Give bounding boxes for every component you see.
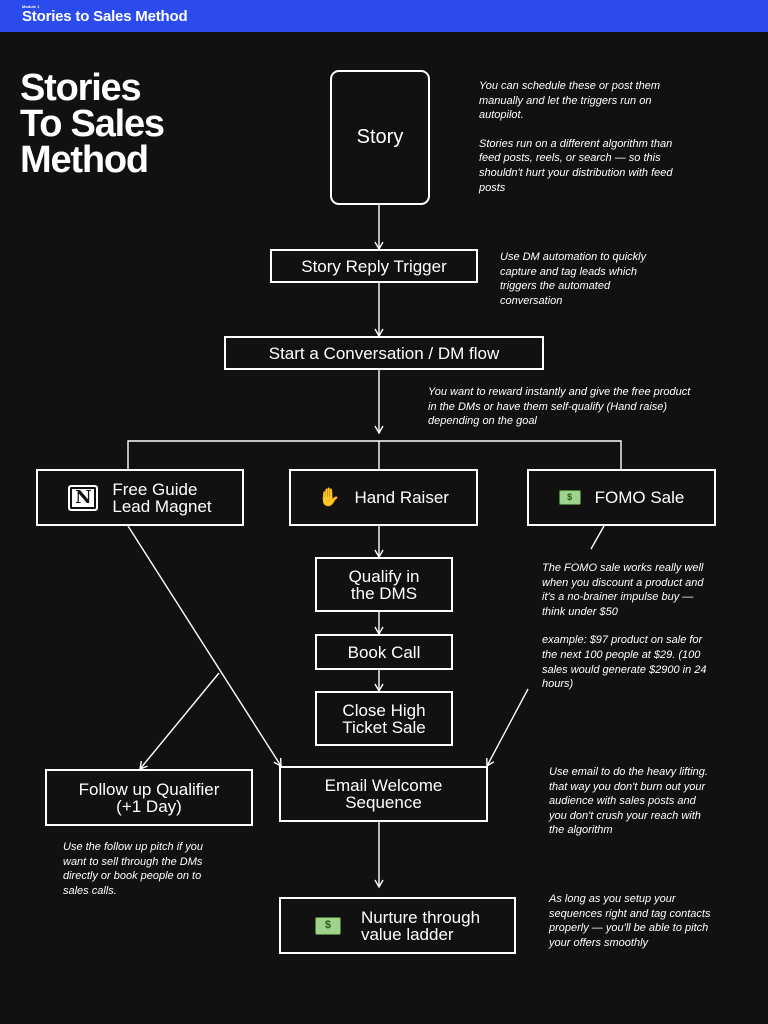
- note-fomo: [542, 561, 708, 692]
- follow-up-qualifier-label: [79, 781, 220, 815]
- page-title-line-2: To Sales: [20, 103, 164, 145]
- note-email-text: Use email to do the heavy lifting. that way you don't burn out your audience with sales posts and you don't crush your reach with the algorithm: [549, 766, 708, 837]
- note-email: [549, 765, 709, 838]
- connector-guide-email: [128, 526, 281, 766]
- follow-up-qualifier-node: [45, 769, 253, 826]
- email-welcome-label-line-2: Sequence: [345, 793, 422, 812]
- email-welcome-label: [325, 777, 443, 811]
- qualify-dms-label: [349, 568, 420, 602]
- fomo-sale-node: [527, 469, 716, 526]
- connector-fomo-note: [591, 526, 604, 549]
- fomo-sale-label: FOMO Sale: [594, 488, 685, 507]
- note-sequences: [549, 892, 713, 950]
- start-conversation-node: [224, 336, 544, 370]
- note-follow-up: [63, 840, 219, 898]
- raised-hand-icon: ✋: [318, 487, 341, 507]
- note-dm-automation-text: Use DM automation to quickly capture and tag leads which triggers the automated conversation: [500, 251, 647, 307]
- start-conversation-label: Start a Conversation / DM flow: [268, 343, 500, 363]
- nurture-label-line-2: value ladder: [360, 924, 454, 944]
- page-title-line-3: Method: [20, 139, 148, 181]
- note-follow-up-text: Use the follow up pitch if you want to sell through the DMs directly or book people on to sales calls.: [63, 841, 204, 897]
- page-title-line-1: Stories: [20, 67, 141, 109]
- note-schedule-p2: Stories run on a different algorithm than feed posts, reels, or search — so this shouldn't hurt your distribution with feed posts: [479, 137, 673, 194]
- free-guide-label: [112, 481, 211, 515]
- money-icon: $: [315, 917, 341, 935]
- nurture-node: [279, 897, 516, 954]
- qualify-dms-node: [315, 557, 453, 612]
- nurture-label-line-1: Nurture through: [360, 907, 481, 927]
- note-schedule-p1: You can schedule these or post them manually and let the triggers run on autopilot.: [479, 80, 661, 122]
- note-reward: [428, 385, 698, 429]
- note-reward-text: You want to reward instantly and give the free product in the DMs or have them self-qualify (Hand raise) depending on the goal: [428, 386, 691, 428]
- story-node: [330, 70, 430, 205]
- free-guide-label-line-1: Free Guide: [112, 479, 198, 499]
- note-fomo-p1: The FOMO sale works really well when you discount a product and it's a no-brainer impulse buy — think under $50: [542, 562, 704, 618]
- book-call-label: Book Call: [347, 642, 421, 662]
- email-welcome-label-line-1: Email Welcome: [324, 776, 443, 795]
- story-reply-trigger-label: Story Reply Trigger: [301, 256, 447, 276]
- story-label: Story: [356, 126, 404, 148]
- hand-raiser-label: Hand Raiser: [354, 488, 449, 507]
- close-sale-label: [342, 702, 425, 736]
- header-title: Stories to Sales Method: [22, 8, 188, 25]
- connector-branch-bar: [128, 441, 621, 469]
- qualify-dms-label-line-2: the DMS: [350, 583, 418, 603]
- module-label: Module 1: [22, 4, 40, 9]
- story-reply-trigger-node: [270, 249, 478, 283]
- money-icon: $: [559, 490, 581, 505]
- notion-icon: N: [68, 485, 98, 511]
- connector-fomo-email: [487, 689, 528, 766]
- free-guide-label-line-2: Lead Magnet: [112, 496, 212, 516]
- close-sale-node: [315, 691, 453, 746]
- connector-guide-followup: [140, 673, 219, 769]
- free-guide-node: [36, 469, 244, 526]
- close-sale-label-line-1: Close High: [342, 700, 426, 720]
- close-sale-label-line-2: Ticket Sale: [342, 717, 426, 737]
- note-schedule: [479, 79, 687, 195]
- hand-raiser-node: [289, 469, 478, 526]
- follow-up-qualifier-label-line-1: Follow up Qualifier: [78, 779, 220, 799]
- book-call-node: [315, 634, 453, 670]
- qualify-dms-label-line-1: Qualify in: [348, 566, 420, 586]
- note-fomo-p2: example: $97 product on sale for the next 100 people at $29. (100 sales would generate $2900 in 24 hours): [542, 634, 707, 691]
- email-welcome-node: [279, 766, 488, 822]
- follow-up-qualifier-label-line-2: (+1 Day): [116, 796, 182, 816]
- nurture-label: [361, 909, 480, 943]
- note-dm-automation: [500, 250, 650, 308]
- note-sequences-text: As long as you setup your sequences right and tag contacts properly — you'll be able to pitch your offers smoothly: [549, 893, 711, 949]
